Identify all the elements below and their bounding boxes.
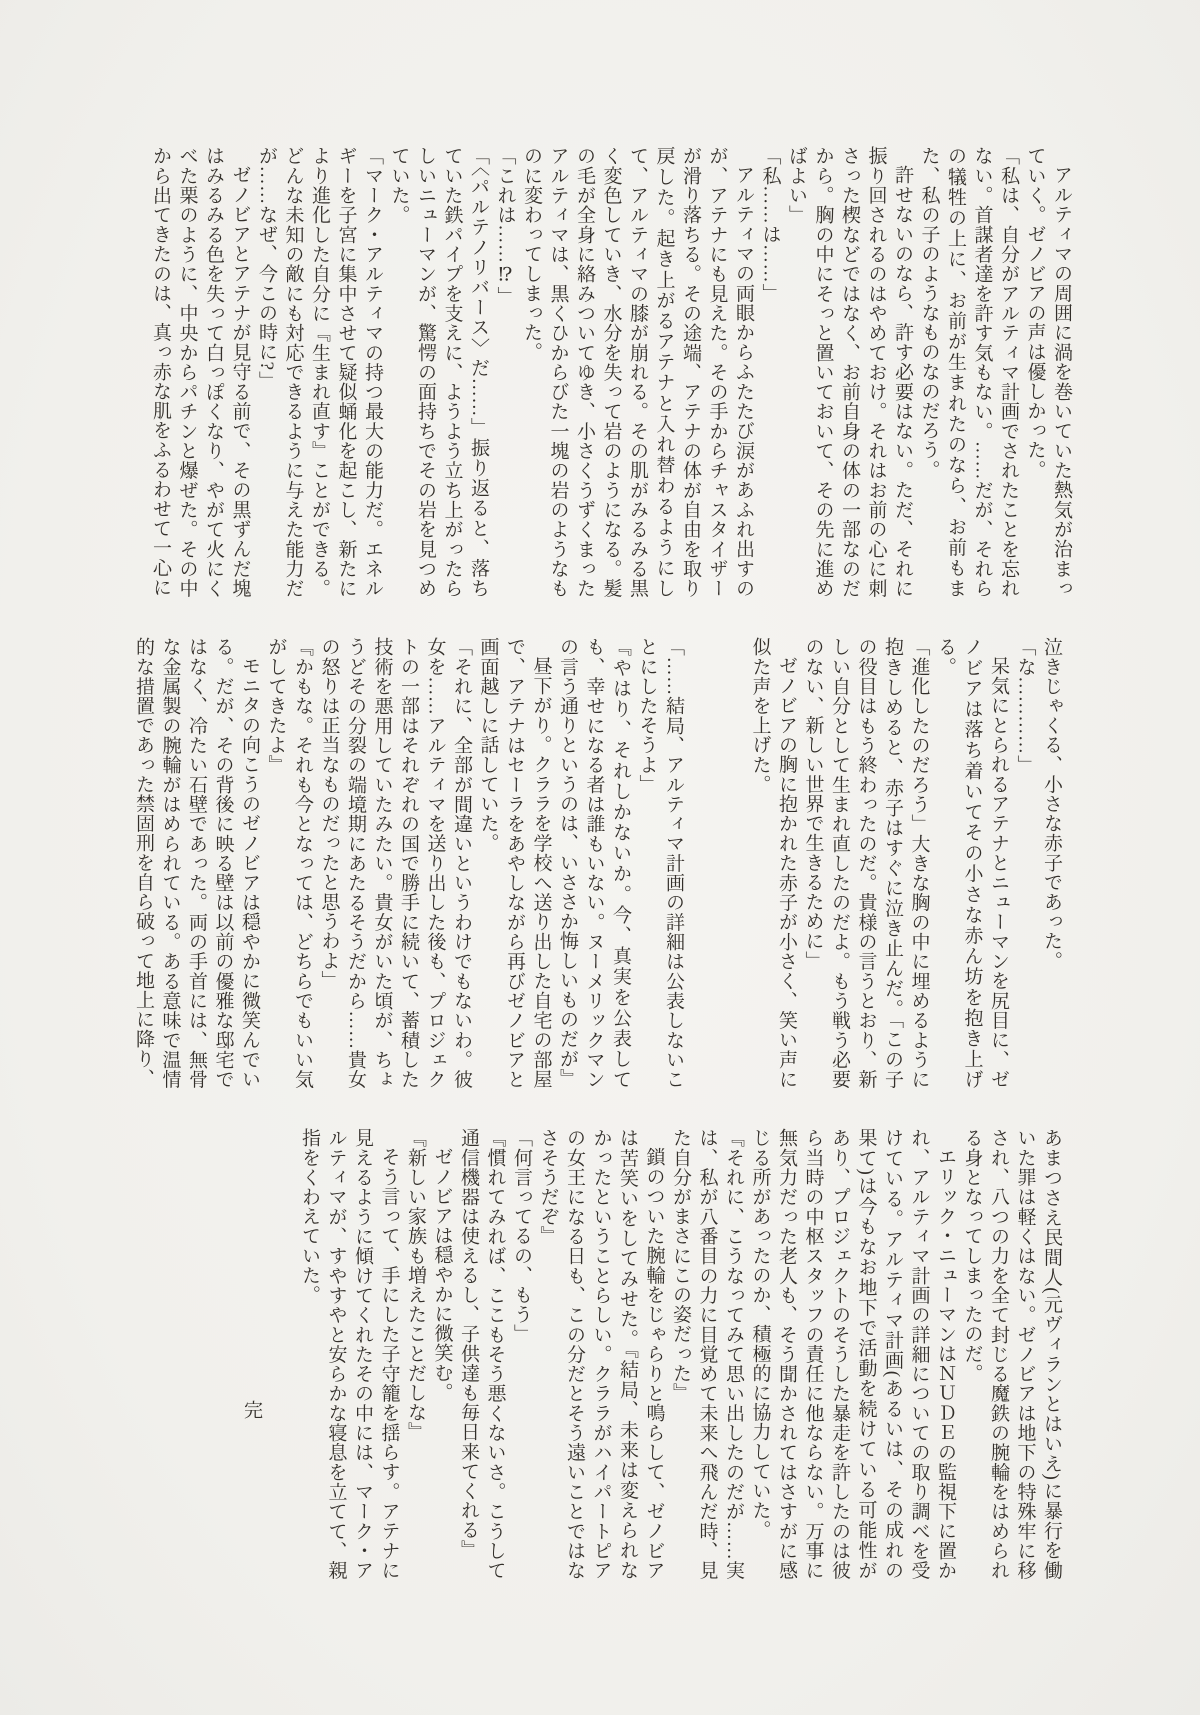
paragraph: 「……結局、アルティマ計画の詳細は公表しないことにしたそうよ」 [636,637,684,1089]
paragraph: 「私は、自分がアルティマ計画でされたことを忘れない。首謀者達を許す気もない。……だが、それらの犠牲の上に、お前が生まれたのなら、お前もまた、私の子のようなものなのだろう。 [918,146,1019,598]
paragraph: 「これは……⁉」 [494,146,516,306]
paragraph: 『新しい家族も増えたことだしな』 [405,1128,426,1442]
paragraph: モニタの向こうのゼノビアは穏やかに微笑んでいる。だが、その背後に映る壁は以前の優雅な邸宅ではなく、冷たい石壁であった。両の手首には、無骨な金属製の腕輪がはめられている。ある意味で温情的な措置であった禁固刑を自ら破って地上に降り、 [133,637,260,1089]
paragraph: 呆気にとられるアテナとニューマンを尻目に、ゼノビアは落ち着いてその小さな赤ん坊を抱き上げる。 [935,637,1009,1089]
paragraph: そう言って、手にした子守籠を揺らす。アテナに見えるように傾けてくれたその中には、マーク・アルティマが、すやすやと安らかな寝息を立てて、親指をくわえていた。 [299,1128,400,1580]
paragraph: あまつさえ民間人(元ヴィランとはいえ)に暴行を働いた罪は軽くはない。ゼノビアは地下の特殊牢に移され、八つの力を全て封じる魔鉄の腕輪をはめられる身となってしまったのだ。 [961,1128,1062,1580]
paragraph: アルティマの両眼からふたたび涙があふれ出すのが、アテナにも見えた。その手からチャスタイザーが滑り落ちる。その途端、アテナの体が自由を取り戻した。起き上がるアテナと入れ替わるようにして、アルティマの膝が崩れる。その肌がみるみる黒く変色していき、水分を失って岩のようになる。髪の毛が全身に絡みついてゆき、小さくうずくまったアルティマは、黒くひからびた一塊の岩のようなものに変わってしまった。 [521,146,754,598]
paragraph: 「マーク・アルティマの持つ最大の能力だ。エネルギーを子宮に集中させて疑似蛹化を起こし、新たにより進化した自分に『生まれ直す』ことができる。どんな未知の敵にも対応できるように与えた能力だが……なぜ、今この時に?」 [256,146,383,598]
paragraph: 泣きじゃくる、小さな赤子であった。 [1041,637,1062,971]
paragraph: ゼノビアとアテナが見守る前で、その黒ずんだ塊はみるみる色を失って白っぽくなり、やがて火にくべた栗のように、中央からパチンと爆ぜた。その中から出てきたのは、真っ赤な肌をふるわせて一心に [150,146,251,598]
paragraph: 許せないのなら、許す必要はない。ただ、それに振り回されるのはやめておけ。それはお前の心に刺さった楔などではなく、お前自身の体の一部なのだから。胸の中にそっと置いておいて、その先に進めばよい」 [786,146,913,598]
paragraph: 『かもな。それも今となっては、どちらでもいい気がしてきたよ』 [265,637,313,1089]
paragraph: 「何言ってるの、もう」 [511,1128,532,1344]
paragraph: 「〈パルテノリバース〉だ……」振り返ると、落ちていた鉄パイプを支えに、ようよう立ち上がったらしいニューマンが、驚愕の面持ちでその岩を見つめていた。 [388,146,489,598]
paragraph: 「な…………」 [1014,637,1036,775]
paragraph: ゼノビアは穏やかに微笑む。 [431,1147,453,1402]
text-band-middle [130,637,1065,1089]
paragraph: ゼノビアの胸に抱かれた赤子が小さく、笑い声に似た声を上げた。 [749,637,797,1089]
paragraph: エリック・ニューマンはＮＵＤＥの監視下に置かれ、アルティマ計画の詳細についての取り調べを受けている。アルティマ計画(あるいは、その成れの果て)は今もなお地下で活動を続けている可能性があり、プロジェクトのそうした暴走を許したのは彼ら当時の中枢スタッフの責任に他ならない。万事に無気力だった老人も、そう聞かされてはさすがに感じる所があったのか、積極的に協力していた。 [749,1128,956,1580]
text-band-top [147,146,1075,598]
paragraph: 『慣れてみれば、ここもそう悪くないさ。こうして通信機器は使えるし、子供達も毎日来てくれる』 [458,1128,506,1580]
paragraph: 「私……は……」 [759,146,781,303]
paragraph: 鎖のついた腕輪をじゃらりと鳴らして、ゼノビアは苦笑いをしてみせた。『結局、未来は変えられなかったということらしい。クララがハイパートピアの女王になる日も、この分だとそう遠いことではなさそうだぞ』 [537,1128,665,1580]
paragraph: アルティマの周囲に渦を巻いていた熱気が治まっていく。ゼノビアの声は優しかった。 [1024,146,1072,598]
paragraph: 『やはり、それしかないか。今、真実を公表しても、幸せになる者は誰もいない。ヌーメリックマンの言う通りというのは、いささか悔しいものだが』 [557,637,631,1089]
text-band-bottom [296,1128,1065,1580]
paragraph: 『それに、こうなってみて思い出したのだが……実は、私が八番目の力に目覚めて未来へ飛んだ時、見た自分がまさにこの姿だった』 [670,1128,744,1580]
paragraph: 「進化したのだろう」大きな胸の中に埋めるように抱きしめると、赤子はすぐに泣き止んだ。「この子の役目はもう終わったのだ。貴様の言うとおり、新しい自分として生まれ直したのだよ。もう戦う必要のない、新しい世界で生きるために」 [802,637,930,1089]
paragraph: 「それに、全部が間違いというわけでもないわ。彼女を……アルティマを送り出した後も、プロジェクトの一部はそれぞれの国で勝手に続いて、蓄積した技術を悪用していたみたい。貴女がいた頃が、ちょうどその分裂の端境期にあたるそうだから……貴女の怒りは正当なものだったと思うわよ」 [318,637,472,1089]
end-mark: 完 [241,1400,262,1419]
paragraph: 昼下がり。クララを学校へ送り出した自宅の部屋で、アテナはセーラをあやしながら再びゼノビアと画面越しに話していた。 [477,637,552,1089]
